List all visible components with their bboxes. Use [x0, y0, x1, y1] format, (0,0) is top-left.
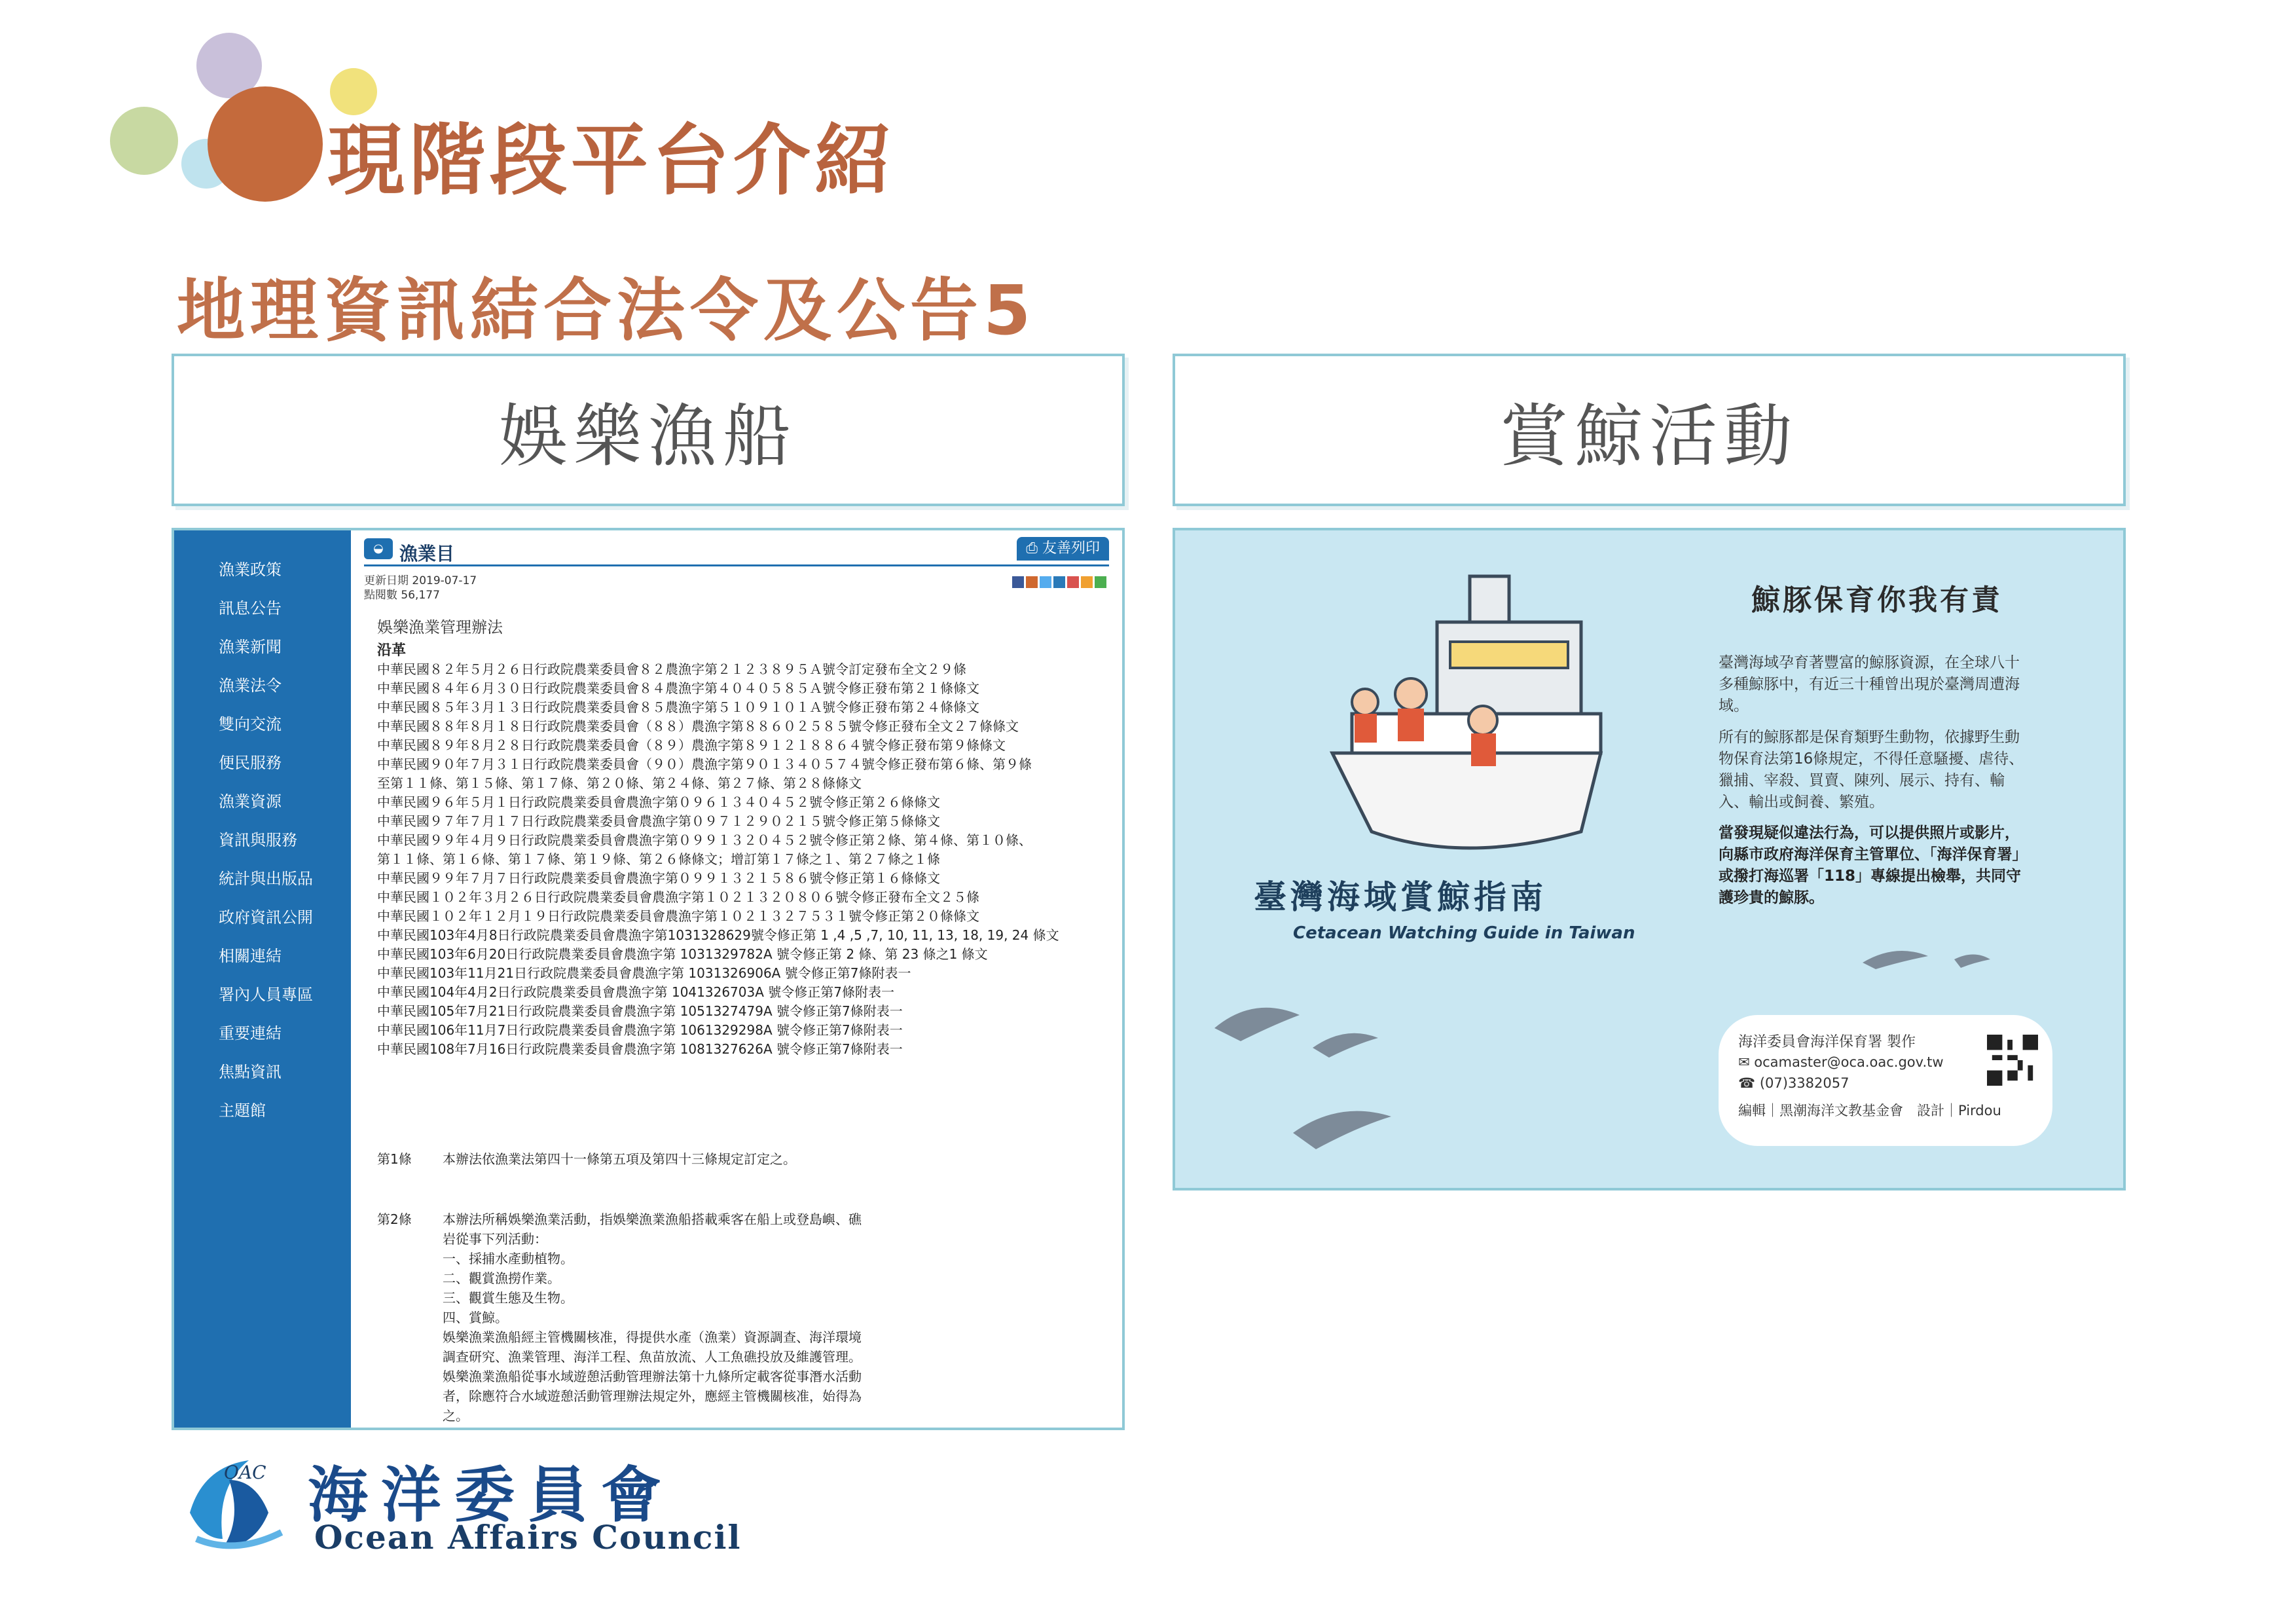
nav-item[interactable]: 統計與出版品: [219, 870, 313, 888]
fish-icon: ◒: [364, 538, 393, 559]
history-line: 中華民國９６年５月１日行政院農業委員會農漁字第０９６１３４０４５２號令修正第２６條條文: [377, 794, 940, 810]
org-name-zh: 海洋委員會: [308, 1460, 675, 1530]
history-line: 中華民國106年11月7日行政院農業委員會農漁字第 1061329298A 號令修正第7條附表一: [377, 1022, 903, 1038]
article-1-number: 第1條: [377, 1151, 412, 1167]
org-name-en: Ocean Affairs Council: [314, 1518, 742, 1557]
history-line: 中華民國９９年７月７日行政院農業委員會農漁字第０９９１３２１５８６號令修正第１６條條文: [377, 870, 940, 886]
mail-icon: ✉: [1738, 1054, 1755, 1070]
circle-orange: [208, 86, 323, 202]
left-label-box: [172, 354, 1125, 506]
rss-icon[interactable]: [1081, 576, 1093, 588]
document-title: 娛樂漁業管理辦法: [377, 618, 503, 637]
history-line: 中華民國８２年５月２６日行政院農業委員會８２農漁字第２１２３８９５Ａ號令訂定發布全文２９條: [377, 661, 966, 677]
line-icon[interactable]: [1067, 576, 1079, 588]
website-content: [351, 530, 1122, 1428]
dolphins-small-illustration: [1856, 930, 2000, 982]
email: ✉ ocamaster@oca.oac.gov.tw: [1738, 1054, 1944, 1070]
twitter-icon[interactable]: [1040, 576, 1051, 588]
nav-item[interactable]: 資訊與服務: [219, 831, 297, 849]
history-line: 中華民國103年11月21日行政院農業委員會農漁字第 1031326906A 號令修正第7條附表一: [377, 965, 911, 981]
phone-icon: ☎: [1738, 1075, 1760, 1091]
history-line: 中華民國108年7月16日行政院農業委員會農漁字第 1081327626A 號令修正第7條附表一: [377, 1041, 903, 1057]
article-2-number: 第2條: [377, 1211, 412, 1227]
history-line: 中華民國１０２年１２月１９日行政院農業委員會農漁字第１０２１３２７５３１號令修正第２０條條文: [377, 908, 979, 924]
poster-paragraph-3: 當發現疑似違法行為，可以提供照片或影片，向縣市政府海洋保育主管單位、「海洋保育署」或撥打海巡署「118」專線提出檢舉，共同守護珍貴的鯨豚。: [1719, 824, 2022, 906]
history-line: 中華民國103年6月20日行政院農業委員會農漁字第 1031329782A 號令修正第 2 條、第 23 條之1 條文: [377, 946, 988, 962]
boat-illustration: [1293, 557, 1660, 871]
left-label: 娛樂漁船: [498, 396, 797, 476]
article-2-line: 二、觀賞漁撈作業。: [443, 1270, 560, 1286]
guide-title-zh: 臺灣海域賞鯨指南: [1254, 878, 1547, 916]
history-line: 中華民國９９年４月９日行政院農業委員會農漁字第０９９１３２０４５２號令修正第２條、第４條、第１０條、: [377, 832, 1032, 848]
share-icon[interactable]: [1053, 576, 1065, 588]
history-line: 中華民國104年4月2日行政院農業委員會農漁字第 1041326703A 號令修正第7條附表一: [377, 984, 894, 1000]
nav-item[interactable]: 焦點資訊: [219, 1063, 282, 1081]
article-2-line: 娛樂漁業漁船從事水域遊憩活動管理辦法第十九條所定載客從事潛水活動: [443, 1369, 862, 1384]
history-line: 中華民國８９年８月２８日行政院農業委員會（８９）農漁字第８９１２１８８６４號令修正發布第９條條文: [377, 737, 1006, 753]
history-line: 中華民國８８年８月１８日行政院農業委員會（８８）農漁字第８８６０２５８５號令修正發布全文２７條條文: [377, 718, 1019, 734]
nav-item[interactable]: 主題館: [219, 1101, 266, 1120]
right-label-box: [1173, 354, 2126, 506]
nav-item[interactable]: 漁業新聞: [219, 638, 282, 656]
article-2-line: 四、賞鯨。: [443, 1310, 508, 1325]
print-button[interactable]: [1017, 537, 1109, 561]
print-label: 友善列印: [1042, 540, 1100, 557]
history-line: 中華民國８５年３月１３日行政院農業委員會８５農漁字第５１０９１０１Ａ號令修正發布第２４條條文: [377, 699, 979, 715]
qr-code-icon: [1987, 1035, 2038, 1086]
hit-count: 點閱數 56,177: [364, 589, 440, 602]
history-line: 中華民國１０２年３月２６日行政院農業委員會農漁字第１０２１３２０８０６號令修正發布全文２５條: [377, 889, 979, 905]
nav-item[interactable]: 漁業政策: [219, 561, 282, 579]
nav-item[interactable]: 漁業資源: [219, 792, 282, 811]
article-2-line: 岩從事下列活動：: [443, 1231, 547, 1247]
credit-line: 編輯｜黑潮海洋文教基金會 設計｜Pirdou: [1738, 1103, 2001, 1118]
poster-heading: 鯨豚保育你我有責: [1751, 583, 2003, 617]
nav-item[interactable]: 重要連結: [219, 1024, 282, 1043]
article-2-line: 一、採捕水產動植物。: [443, 1251, 574, 1266]
history-line: 中華民國９０年７月３１日行政院農業委員會（９０）農漁字第９０１３４０５７４號令修正發布第６條、第９條: [377, 756, 1032, 772]
article-2-line: 三、觀賞生態及生物。: [443, 1290, 574, 1306]
history-heading: 沿革: [377, 642, 407, 659]
telephone: ☎ (07)3382057: [1738, 1075, 1850, 1091]
nav-item[interactable]: 訊息公告: [219, 599, 282, 618]
article-2-line: 調查研究、漁業管理、海洋工程、魚苗放流、人工魚礁投放及維護管理。: [443, 1349, 862, 1365]
history-line: 中華民國105年7月21日行政院農業委員會農漁字第 1051327479A 號令修正第7條附表一: [377, 1003, 903, 1019]
nav-item[interactable]: 雙向交流: [219, 715, 282, 733]
history-line: 至第１１條、第１５條、第１７條、第２０條、第２４條、第２７條、第２８條條文: [377, 775, 862, 791]
credit-cloud: [1719, 1015, 2052, 1146]
share-icons: [1012, 576, 1106, 588]
article-2-line: 之。: [443, 1408, 469, 1424]
site-name: 漁業目: [399, 543, 455, 564]
printer-icon: ⎙: [1026, 540, 1042, 557]
credit-title: 海洋委員會海洋保育署 製作: [1738, 1034, 1916, 1050]
history-line: 第１１條、第１６條、第１７條、第１９條、第２６條條文；增訂第１７條之１、第２７條之１條: [377, 851, 940, 867]
side-nav: [174, 530, 351, 1428]
nav-item[interactable]: 相關連結: [219, 947, 282, 965]
nav-item[interactable]: 漁業法令: [219, 676, 282, 695]
dolphins-illustration: [1201, 963, 1437, 1179]
update-date: 更新日期 2019-07-17: [364, 574, 477, 587]
plus-icon[interactable]: [1095, 576, 1106, 588]
poster-paragraph-2: 所有的鯨豚都是保育類野生動物，依據野生動物保育法第16條規定，不得任意騷擾、虐待、獵捕、宰殺、買賣、陳列、展示、持有、輸入、輸出或飼養、繁殖。: [1719, 729, 2024, 811]
facebook-icon[interactable]: [1012, 576, 1024, 588]
article-2-line: 本辦法所稱娛樂漁業活動，指娛樂漁業漁船搭載乘客在船上或登島嶼、礁: [443, 1211, 862, 1227]
history-line: 中華民國９７年７月１７日行政院農業委員會農漁字第０９７１２９０２１５號令修正第５條條文: [377, 813, 940, 829]
history-line: 中華民國103年4月8日行政院農業委員會農漁字第1031328629號令修正第 1 ,4 ,5 ,7, 10, 11, 13, 18, 19, 24 條文: [377, 927, 1059, 943]
article-2-line: 者，除應符合水域遊憩活動管理辦法規定外，應經主管機關核准，始得為: [443, 1388, 862, 1404]
nav-item[interactable]: 署內人員專區: [219, 986, 313, 1004]
poster-paragraph-1: 臺灣海域孕育著豐富的鯨豚資源，在全球八十多種鯨豚中，有近三十種曾出現於臺灣周遭海域。: [1719, 654, 2020, 714]
page-subtitle: 地理資訊結合法令及公告5: [177, 270, 1036, 350]
website-header: [364, 536, 1109, 566]
nav-item[interactable]: 政府資訊公開: [219, 908, 313, 927]
oac-badge: OAC: [224, 1462, 266, 1483]
whale-watching-poster: [1173, 528, 2126, 1190]
article-1-text: 本辦法依漁業法第四十一條第五項及第四十三條規定訂定之。: [443, 1151, 796, 1167]
plurk-icon[interactable]: [1026, 576, 1038, 588]
oac-logo-icon: [177, 1441, 295, 1559]
history-line: 中華民國８４年６月３０日行政院農業委員會８４農漁字第４０４０５８５Ａ號令修正發布第２１條條文: [377, 680, 979, 696]
nav-item[interactable]: 便民服務: [219, 754, 282, 772]
circle-green: [110, 107, 178, 175]
right-label: 賞鯨活動: [1499, 396, 1798, 476]
website-screenshot: [172, 528, 1125, 1430]
article-2-line: 娛樂漁業漁船經主管機關核准，得提供水產（漁業）資源調查、海洋環境: [443, 1329, 862, 1345]
decorative-circles: [105, 26, 340, 203]
guide-title-en: Cetacean Watching Guide in Taiwan: [1293, 923, 1635, 943]
page-title: 現階段平台介紹: [327, 115, 896, 206]
